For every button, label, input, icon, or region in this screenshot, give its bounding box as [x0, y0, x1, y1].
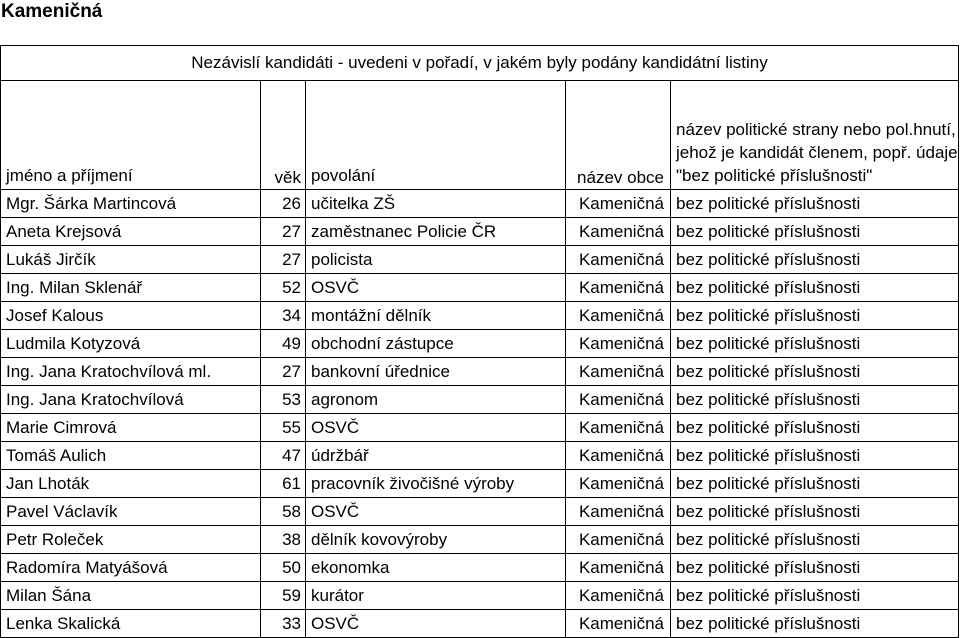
cell-party: bez politické příslušnosti	[671, 610, 959, 638]
cell-occupation: obchodní zástupce	[306, 330, 566, 358]
cell-municipality: Kameničná	[566, 330, 671, 358]
cell-municipality: Kameničná	[566, 386, 671, 414]
cell-age: 27	[261, 358, 306, 386]
cell-age: 27	[261, 246, 306, 274]
cell-occupation: OSVČ	[306, 498, 566, 526]
cell-municipality: Kameničná	[566, 498, 671, 526]
cell-occupation: bankovní úřednice	[306, 358, 566, 386]
cell-name: Milan Šána	[1, 582, 261, 610]
cell-name: Aneta Krejsová	[1, 218, 261, 246]
cell-name: Ludmila Kotyzová	[1, 330, 261, 358]
table-row	[1, 386, 959, 414]
table-subtitle: Nezávislí kandidáti - uvedeni v pořadí, v jakém byly podány kandidátní listiny	[1, 46, 959, 81]
cell-age: 53	[261, 386, 306, 414]
cell-municipality: Kameničná	[566, 554, 671, 582]
cell-age: 26	[261, 190, 306, 218]
cell-occupation: pracovník živočišné výroby	[306, 470, 566, 498]
cell-age: 50	[261, 554, 306, 582]
table-row	[1, 414, 959, 442]
table-row	[1, 582, 959, 610]
cell-age: 38	[261, 526, 306, 554]
table-row	[1, 470, 959, 498]
cell-party: bez politické příslušnosti	[671, 218, 959, 246]
cell-party: bez politické příslušnosti	[671, 386, 959, 414]
cell-name: Ing. Milan Sklenář	[1, 274, 261, 302]
page-title: Kameničná	[1, 1, 103, 22]
cell-name: Tomáš Aulich	[1, 442, 261, 470]
cell-party: bez politické příslušnosti	[671, 274, 959, 302]
cell-occupation: OSVČ	[306, 414, 566, 442]
cell-age: 27	[261, 218, 306, 246]
cell-municipality: Kameničná	[566, 610, 671, 638]
cell-age: 61	[261, 470, 306, 498]
cell-municipality: Kameničná	[566, 470, 671, 498]
table-row	[1, 302, 959, 330]
cell-name: Petr Roleček	[1, 526, 261, 554]
table-row	[1, 330, 959, 358]
cell-occupation: údržbář	[306, 442, 566, 470]
cell-occupation: OSVČ	[306, 610, 566, 638]
cell-party: bez politické příslušnosti	[671, 246, 959, 274]
header-municipality: název obce	[566, 81, 671, 190]
cell-age: 49	[261, 330, 306, 358]
cell-party: bez politické příslušnosti	[671, 526, 959, 554]
header-age: věk	[261, 81, 306, 190]
cell-name: Lukáš Jirčík	[1, 246, 261, 274]
cell-age: 34	[261, 302, 306, 330]
cell-party: bez politické příslušnosti	[671, 358, 959, 386]
header-occupation: povolání	[306, 81, 566, 190]
cell-occupation: dělník kovovýroby	[306, 526, 566, 554]
table-row	[1, 526, 959, 554]
header-name: jméno a příjmení	[1, 81, 261, 190]
cell-name: Ing. Jana Kratochvílová	[1, 386, 261, 414]
cell-party: bez politické příslušnosti	[671, 442, 959, 470]
table-row	[1, 498, 959, 526]
cell-party: bez politické příslušnosti	[671, 470, 959, 498]
table-row	[1, 610, 959, 638]
cell-age: 59	[261, 582, 306, 610]
table-row	[1, 358, 959, 386]
table-row	[1, 442, 959, 470]
cell-occupation: policista	[306, 246, 566, 274]
cell-occupation: agronom	[306, 386, 566, 414]
cell-occupation: kurátor	[306, 582, 566, 610]
cell-name: Ing. Jana Kratochvílová ml.	[1, 358, 261, 386]
cell-age: 47	[261, 442, 306, 470]
cell-name: Marie Cimrová	[1, 414, 261, 442]
cell-name: Lenka Skalická	[1, 610, 261, 638]
cell-name: Mgr. Šárka Martincová	[1, 190, 261, 218]
subtitle-row	[1, 46, 959, 81]
cell-municipality: Kameničná	[566, 414, 671, 442]
cell-age: 52	[261, 274, 306, 302]
table-row	[1, 246, 959, 274]
cell-party: bez politické příslušnosti	[671, 330, 959, 358]
cell-municipality: Kameničná	[566, 246, 671, 274]
cell-party: bez politické příslušnosti	[671, 582, 959, 610]
candidates-table	[0, 45, 959, 638]
cell-party: bez politické příslušnosti	[671, 414, 959, 442]
cell-municipality: Kameničná	[566, 218, 671, 246]
cell-municipality: Kameničná	[566, 442, 671, 470]
cell-age: 58	[261, 498, 306, 526]
cell-occupation: učitelka ZŠ	[306, 190, 566, 218]
header-party: název politické strany nebo pol.hnutí, jehož je kandidát členem, popř. údaje "bez politické příslušnosti"	[671, 81, 959, 190]
cell-municipality: Kameničná	[566, 190, 671, 218]
cell-occupation: montážní dělník	[306, 302, 566, 330]
cell-occupation: ekonomka	[306, 554, 566, 582]
cell-municipality: Kameničná	[566, 526, 671, 554]
cell-party: bez politické příslušnosti	[671, 498, 959, 526]
cell-municipality: Kameničná	[566, 582, 671, 610]
cell-party: bez politické příslušnosti	[671, 190, 959, 218]
table-row	[1, 554, 959, 582]
table-row	[1, 274, 959, 302]
cell-occupation: OSVČ	[306, 274, 566, 302]
cell-municipality: Kameničná	[566, 358, 671, 386]
cell-name: Jan Lhoták	[1, 470, 261, 498]
cell-name: Radomíra Matyášová	[1, 554, 261, 582]
cell-party: bez politické příslušnosti	[671, 302, 959, 330]
table-row	[1, 218, 959, 246]
cell-party: bez politické příslušnosti	[671, 554, 959, 582]
cell-age: 33	[261, 610, 306, 638]
cell-age: 55	[261, 414, 306, 442]
cell-name: Pavel Václavík	[1, 498, 261, 526]
cell-name: Josef Kalous	[1, 302, 261, 330]
table-row	[1, 190, 959, 218]
cell-municipality: Kameničná	[566, 302, 671, 330]
cell-occupation: zaměstnanec Policie ČR	[306, 218, 566, 246]
header-row	[1, 81, 959, 190]
cell-municipality: Kameničná	[566, 274, 671, 302]
